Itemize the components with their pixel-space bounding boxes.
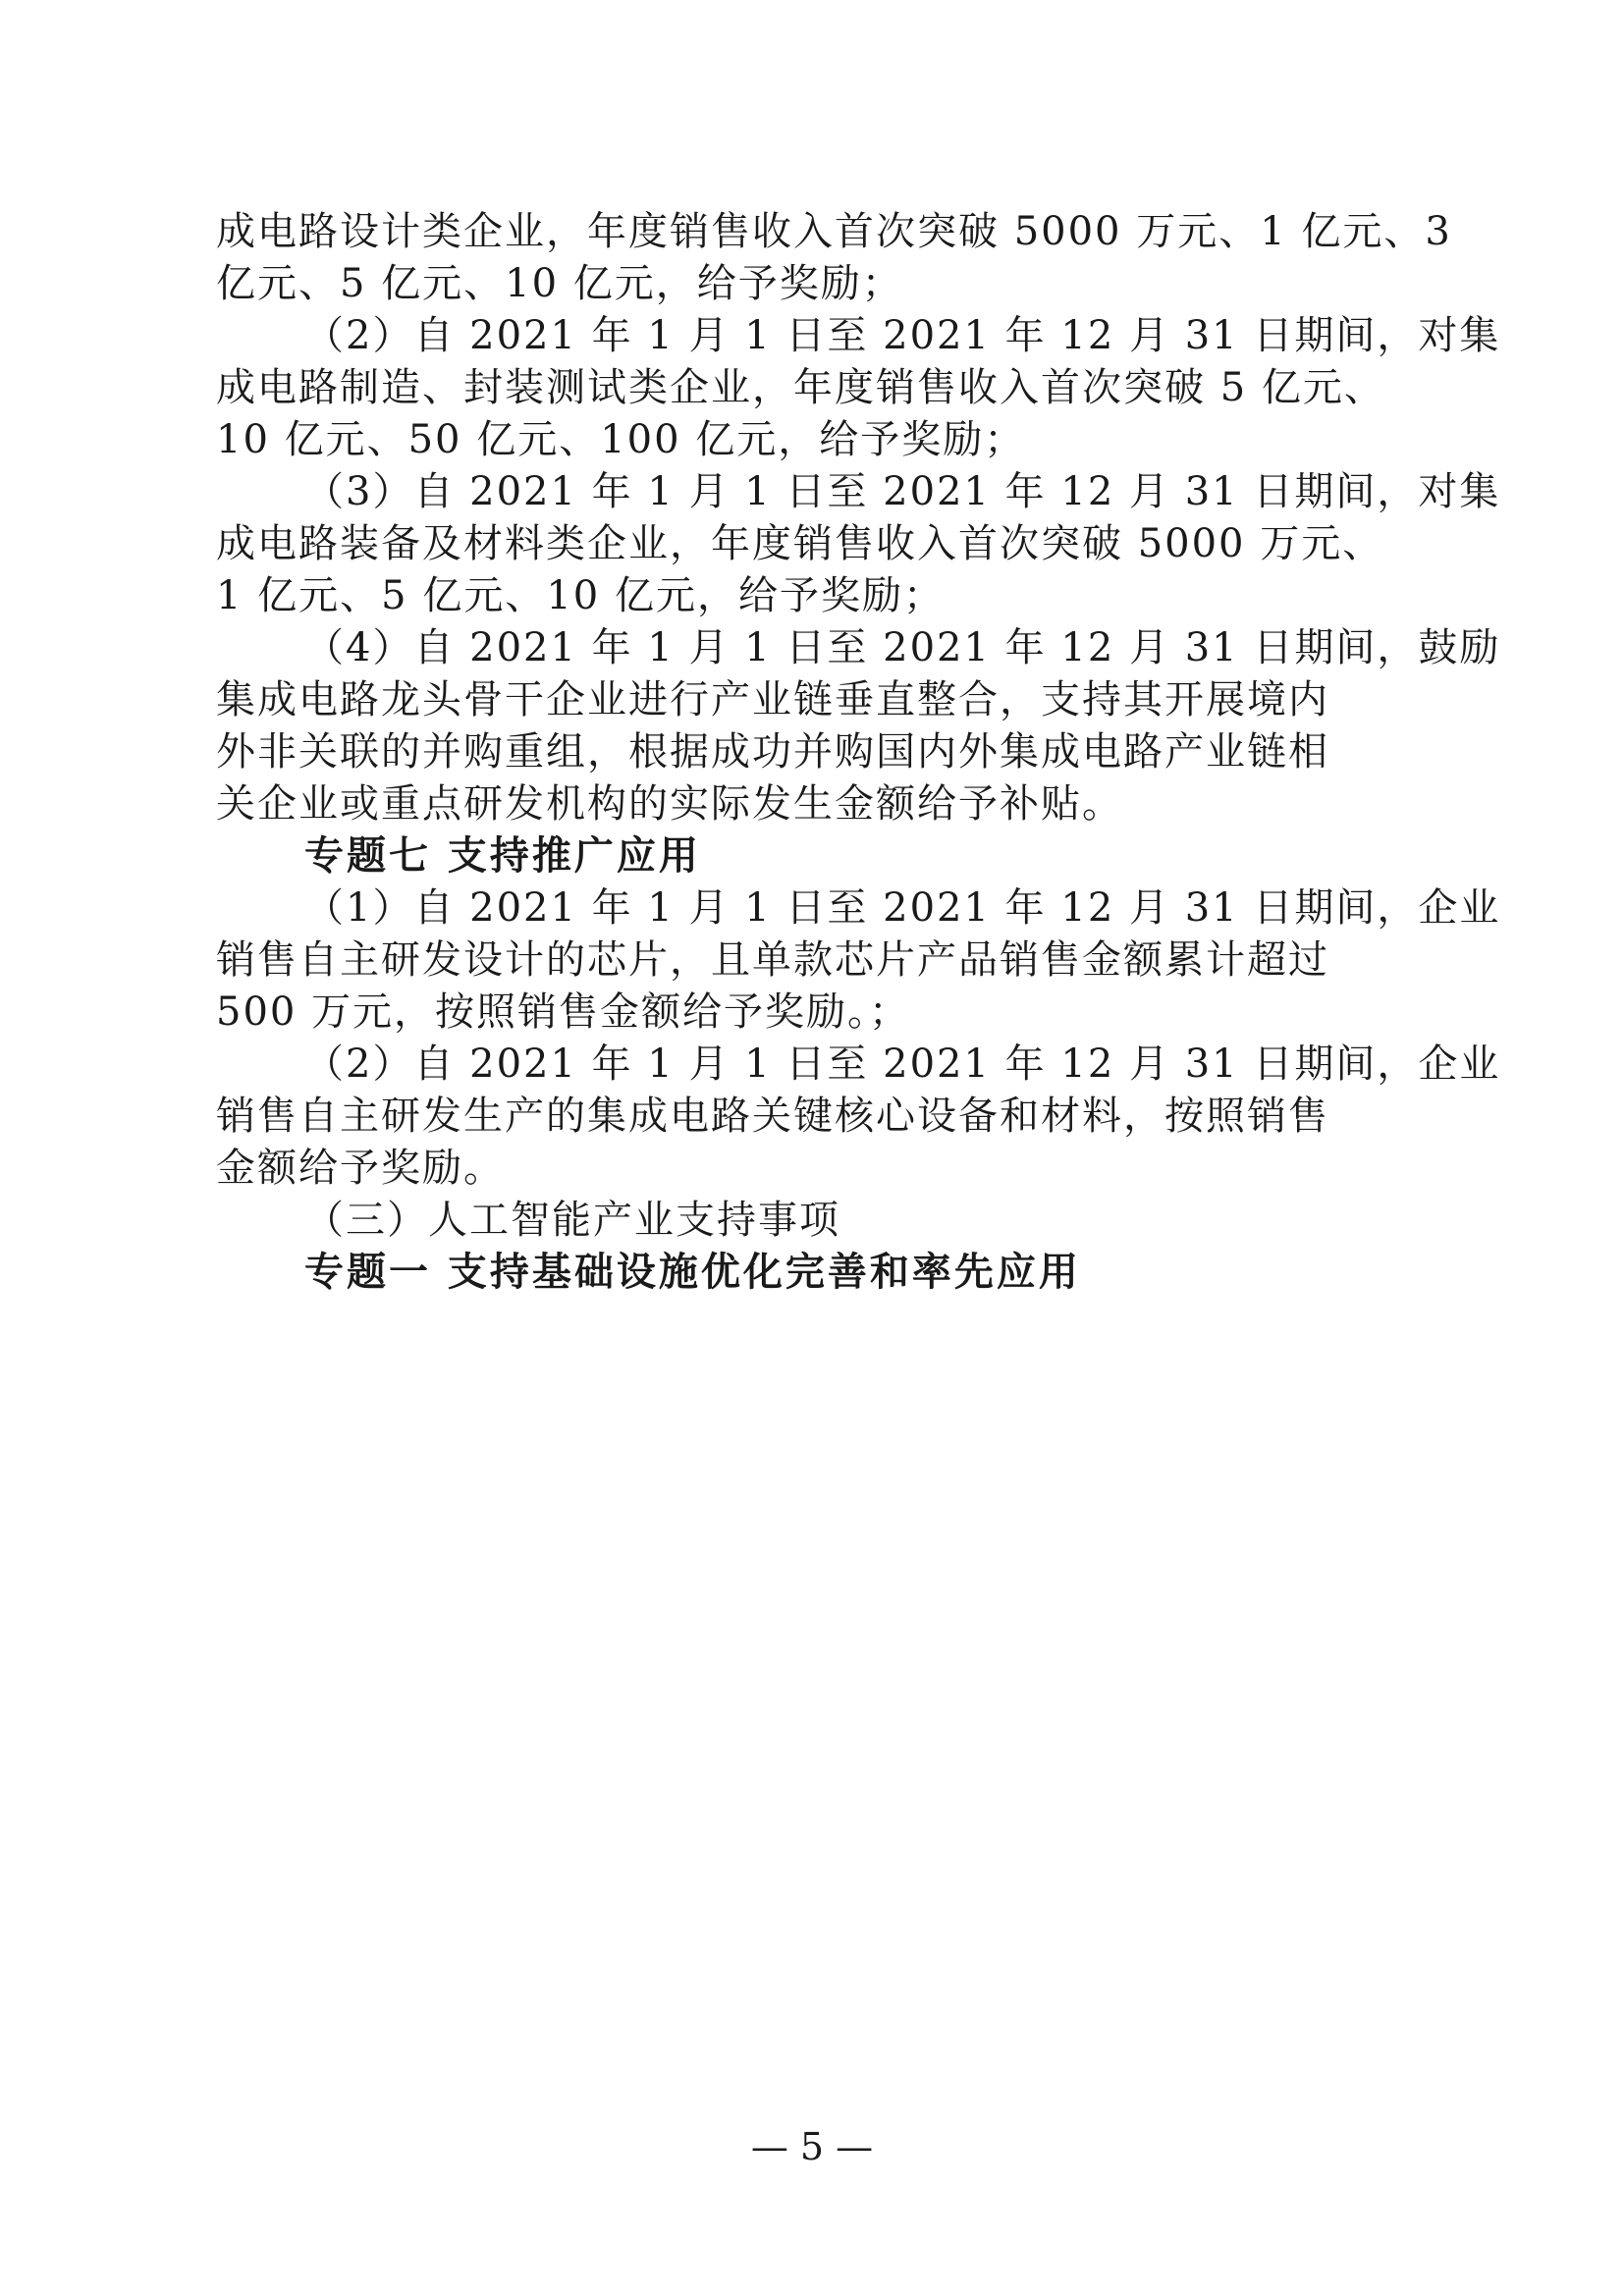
- text-line: （4）自 2021 年 1 月 1 日至 2021 年 12 月 31 日期间，鼓励: [304, 625, 1501, 670]
- text-line: （2）自 2021 年 1 月 1 日至 2021 年 12 月 31 日期间，企业: [304, 1041, 1501, 1087]
- text-line: 金额给予奖励。: [216, 1146, 505, 1191]
- text-line: 关企业或重点研发机构的实际发生金额给予补贴。: [216, 781, 1123, 827]
- text-line: 500 万元，按照销售金额给予奖励。；: [216, 989, 911, 1035]
- page-number: — 5 —: [750, 2125, 874, 2168]
- text-line: 10 亿元、50 亿元、100 亿元，给予奖励；: [216, 417, 1026, 462]
- text-line: 亿元、5 亿元、10 亿元，给予奖励；: [216, 261, 903, 306]
- text-line: 成电路装备及材料类企业，年度销售收入首次突破 5000 万元、: [216, 521, 1384, 566]
- text-line: （1）自 2021 年 1 月 1 日至 2021 年 12 月 31 日期间，企业: [304, 885, 1501, 931]
- text-line: 外非关联的并购重组，根据成功并购国内外集成电路产业链相: [216, 729, 1329, 774]
- subsection-heading: （三）人工智能产业支持事项: [304, 1198, 840, 1243]
- section-heading: 专题七 支持推广应用: [304, 833, 701, 879]
- text-line: （3）自 2021 年 1 月 1 日至 2021 年 12 月 31 日期间，对集: [304, 469, 1501, 514]
- text-line: 成电路制造、封装测试类企业，年度销售收入首次突破 5 亿元、: [216, 365, 1385, 410]
- text-line: 销售自主研发设计的芯片，且单款芯片产品销售金额累计超过: [216, 937, 1329, 983]
- text-line: （2）自 2021 年 1 月 1 日至 2021 年 12 月 31 日期间，对集: [304, 313, 1501, 358]
- text-line: 集成电路龙头骨干企业进行产业链垂直整合，支持其开展境内: [216, 677, 1329, 722]
- text-line: 成电路设计类企业，年度销售收入首次突破 5000 万元、1 亿元、3: [216, 209, 1452, 254]
- text-line: 销售自主研发生产的集成电路关键核心设备和材料，按照销售: [216, 1094, 1329, 1139]
- text-line: 1 亿元、5 亿元、10 亿元，给予奖励；: [216, 573, 945, 618]
- section-heading: 专题一 支持基础设施优化完善和率先应用: [304, 1250, 1081, 1295]
